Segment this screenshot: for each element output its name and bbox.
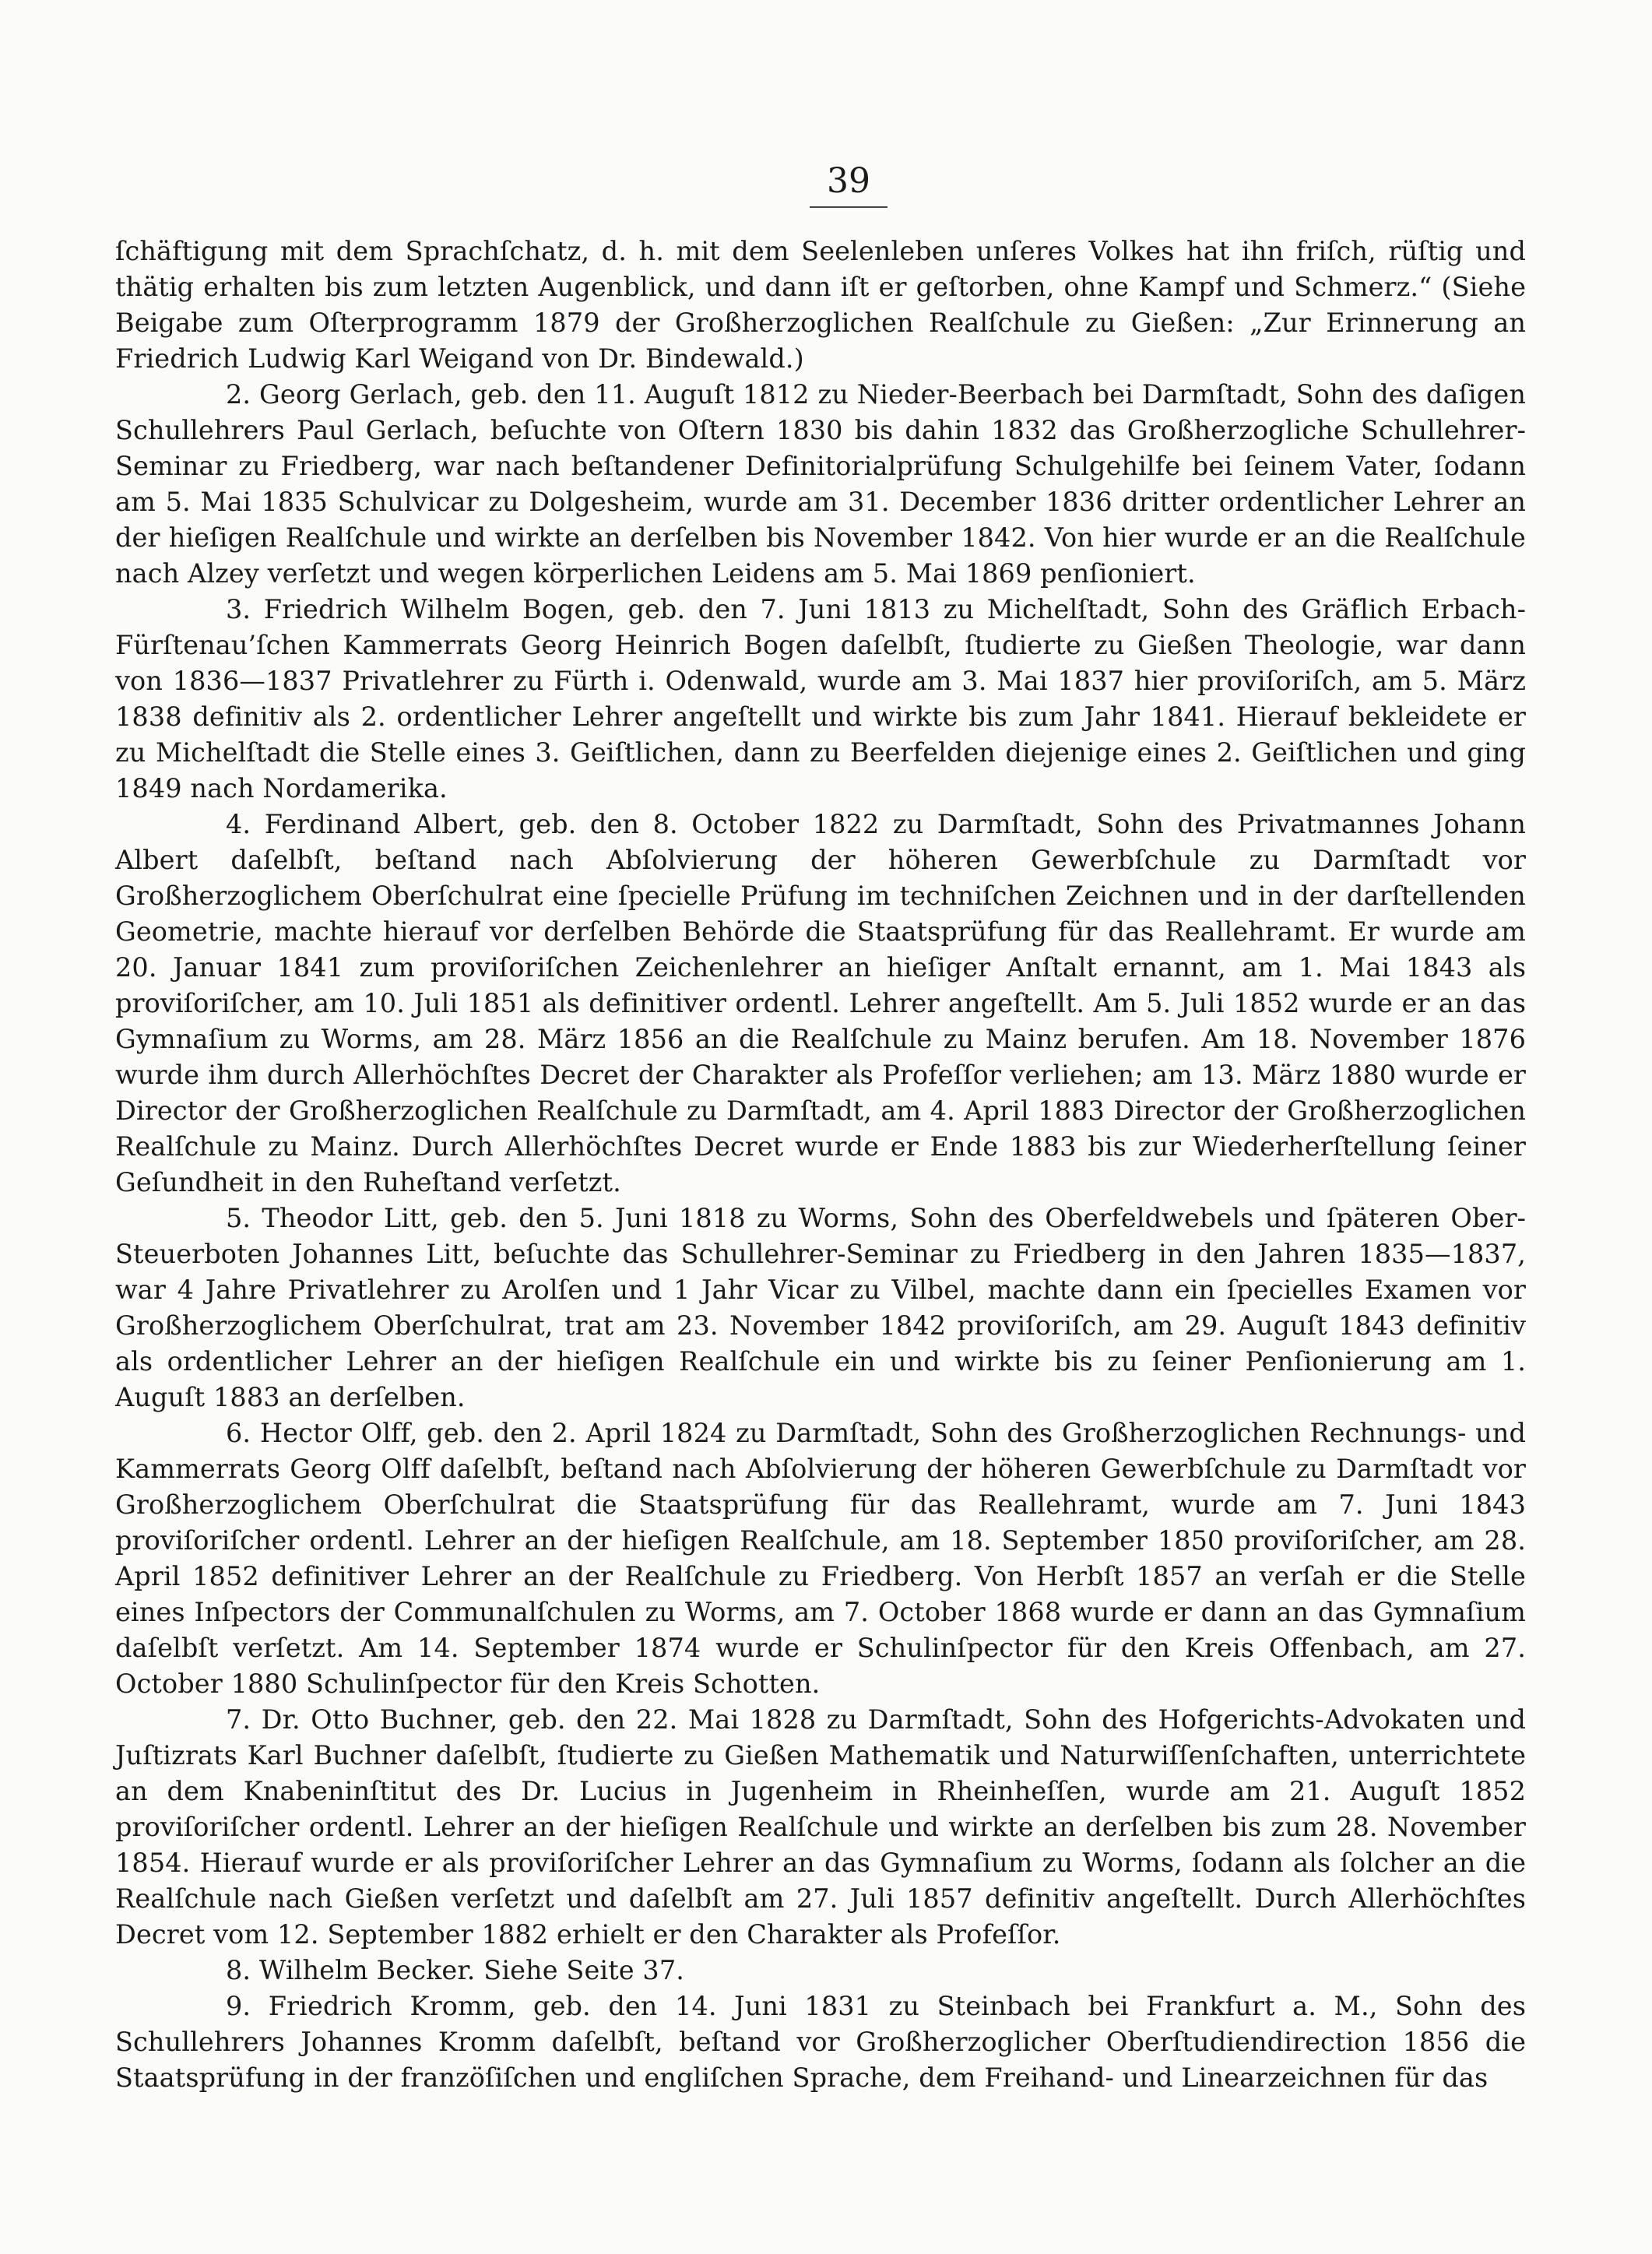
entry-6-hector-olff: 6. Hector Olff, geb. den 2. April 1824 zu Darmſtadt, Sohn des Großherzoglichen Rechnungs- und Kammerrats Georg Olff daſelbſt, beſtand nach Abſolvierung der höheren Gewerbſchule zu Darmſtadt vor Großherzoglichem Oberſchulrat die Staatsprüfung für das Reallehramt, wurde am 7. Juni 1843 proviſoriſcher ordentl. Lehrer an der hieſigen Realſchule, am 18. September 1850 proviſoriſcher, am 28. April 1852 definitiver Lehrer an der Realſchule zu Friedberg. Von Herbſt 1857 an verſah er die Stelle eines Inſpectors der Communalſchulen zu Worms, am 7. October 1868 wurde er dann an das Gymnaſium daſelbſt verſetzt. Am 14. September 1874 wurde er Schulinſpector für den Kreis Offenbach, am 27. October 1880 Schulinſpector für den Kreis Schotten. [115, 1418, 1526, 1699]
entry-7-otto-buchner: 7. Dr. Otto Buchner, geb. den 22. Mai 1828 zu Darmſtadt, Sohn des Hofgerichts-Advokaten und Juſtizrats Karl Buchner daſelbſt, ſtudierte zu Gießen Mathematik und Naturwiſſenſchaften, unterrichtete an dem Knabeninſtitut des Dr. Lucius in Jugenheim in Rheinheſſen, wurde am 21. Auguſt 1852 proviſoriſcher ordentl. Lehrer an der hieſigen Realſchule und wirkte an derſelben bis zum 28. November 1854. Hierauf wurde er als proviſoriſcher Lehrer an das Gymnaſium zu Worms, ſodann als ſolcher an die Realſchule nach Gießen verſetzt und daſelbſt am 27. Juli 1857 definitiv angeſtellt. Durch Allerhöchſtes Decret vom 12. September 1882 erhielt er den Charakter als Profeſſor. [115, 1704, 1526, 1950]
entry-9-friedrich-kromm: 9. Friedrich Kromm, geb. den 14. Juni 1831 zu Steinbach bei Frankfurt a. M., Sohn des Schullehrers Johannes Kromm daſelbſt, beſtand vor Großherzoglicher Oberſtudiendirection 1856 die Staatsprüfung in der franzöſiſchen und engliſchen Sprache, dem Freihand- und Linearzeichnen für das [115, 1991, 1526, 2093]
entry-3-friedrich-wilhelm-bogen: 3. Friedrich Wilhelm Bogen, geb. den 7. Juni 1813 zu Michelſtadt, Sohn des Gräflich Erbach-Fürſtenau’ſchen Kammerrats Georg Heinrich Bogen daſelbſt, ſtudierte zu Gießen Theologie, war dann von 1836—1837 Privatlehrer zu Fürth i. Odenwald, wurde am 3. Mai 1837 hier proviſoriſch, am 5. März 1838 definitiv als 2. ordentlicher Lehrer angeſtellt und wirkte bis zum Jahr 1841. Hierauf bekleidete er zu Michelſtadt die Stelle eines 3. Geiſtlichen, dann zu Beerfelden diejenige eines 2. Geiſtlichen und ging 1849 nach Nordamerika. [115, 594, 1526, 803]
body-text [115, 234, 1526, 2096]
paragraph-continuation: ſchäftigung mit dem Sprachſchatz, d. h. mit dem Seelenleben unſeres Volkes hat ihn friſch, rüſtig und thätig erhalten bis zum letzten Augenblick, und dann iſt er geſtorben, ohne Kampf und Schmerz.“ (Siehe Beigabe zum Oſterprogramm 1879 der Großherzoglichen Realſchule zu Gießen: „Zur Erinnerung an Friedrich Ludwig Karl Weigand von Dr. Bindewald.) [115, 236, 1526, 374]
page-number: 39 [810, 160, 888, 208]
entry-2-georg-gerlach: 2. Georg Gerlach, geb. den 11. Auguſt 1812 zu Nieder-Beerbach bei Darmſtadt, Sohn des daſigen Schullehrers Paul Gerlach, beſuchte von Oſtern 1830 bis dahin 1832 das Großherzogliche Schullehrer-Seminar zu Friedberg, war nach beſtandener Definitorialprüfung Schulgehilfe bei ſeinem Vater, ſodann am 5. Mai 1835 Schulvicar zu Dolgesheim, wurde am 31. December 1836 dritter ordentlicher Lehrer an der hieſigen Realſchule und wirkte an derſelben bis November 1842. Von hier wurde er an die Realſchule nach Alzey verſetzt und wegen körperlichen Leidens am 5. Mai 1869 penſioniert. [115, 379, 1526, 589]
entry-5-theodor-litt: 5. Theodor Litt, geb. den 5. Juni 1818 zu Worms, Sohn des Oberfeldwebels und ſpäteren Ober-Steuerboten Johannes Litt, beſuchte das Schullehrer-Seminar zu Friedberg in den Jahren 1835—1837, war 4 Jahre Privatlehrer zu Arolſen und 1 Jahr Vicar zu Vilbel, machte dann ein ſpecielles Examen vor Großherzoglichem Oberſchulrat, trat am 23. November 1842 proviſoriſch, am 29. Auguſt 1843 definitiv als ordentlicher Lehrer an der hieſigen Realſchule ein und wirkte bis zu ſeiner Penſionierung am 1. Auguſt 1883 an derſelben. [115, 1203, 1526, 1412]
entry-4-ferdinand-albert: 4. Ferdinand Albert, geb. den 8. October 1822 zu Darmſtadt, Sohn des Privatmannes Johann Albert daſelbſt, beſtand nach Abſolvierung der höheren Gewerbſchule zu Darmſtadt vor Großherzoglichem Oberſchulrat eine ſpecielle Prüfung im techniſchen Zeichnen und in der darſtellenden Geometrie, machte hierauf vor derſelben Behörde die Staatsprüfung für das Reallehramt. Er wurde am 20. Januar 1841 zum proviſoriſchen Zeichenlehrer an hieſiger Anſtalt ernannt, am 1. Mai 1843 als proviſoriſcher, am 10. Juli 1851 als definitiver ordentl. Lehrer angeſtellt. Am 5. Juli 1852 wurde er an das Gymnaſium zu Worms, am 28. März 1856 an die Realſchule zu Mainz berufen. Am 18. November 1876 wurde ihm durch Allerhöchſtes Decret der Charakter als Profeſſor verliehen; am 13. März 1880 wurde er Director der Großherzoglichen Realſchule zu Darmſtadt, am 4. April 1883 Director der Großherzoglichen Realſchule zu Mainz. Durch Allerhöchſtes Decret wurde er Ende 1883 bis zur Wiederherſtellung ſeiner Geſundheit in den Ruheſtand verſetzt. [115, 809, 1526, 1197]
entry-8-wilhelm-becker: 8. Wilhelm Becker. Siehe Seite 37. [226, 1955, 685, 1985]
